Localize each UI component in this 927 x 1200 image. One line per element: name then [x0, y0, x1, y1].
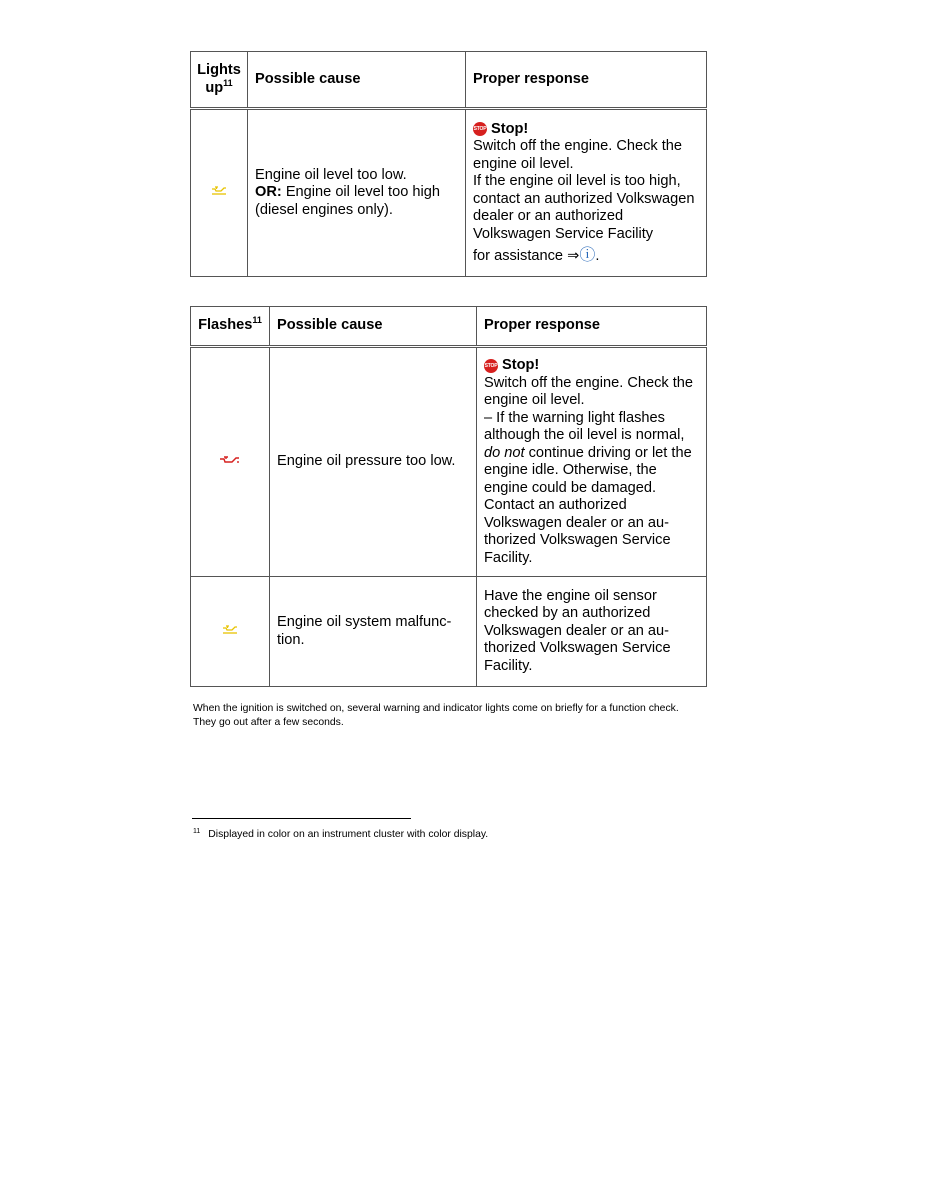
- proper-response-cell: Have the engine oil sensor checked by an authorized Volkswagen dealer or an authorized Volkswagen Service Facility.: [477, 577, 707, 687]
- stop-icon: STOP: [484, 359, 498, 373]
- header-flashes: Flashes$^{11}$: [191, 307, 270, 347]
- icon-cell: [191, 577, 270, 687]
- cause-text-2: Engine oil level too high (diesel engines only).: [255, 184, 440, 218]
- response-text-2: If the engine oil level is too high, contact an authorized Volkswagen dealer or an authorized Volkswagen Service Facility: [473, 173, 695, 242]
- footnote-number: 11: [193, 827, 201, 835]
- possible-cause-cell: Engine oil system malfunction.: [270, 577, 477, 687]
- oil-level-icon: [221, 623, 239, 635]
- proper-response-cell: [466, 109, 707, 277]
- icon-cell: [191, 347, 270, 577]
- possible-cause-cell: [248, 109, 466, 277]
- footnote-text: Displayed in color on an instrument cluster with color display.: [208, 829, 489, 840]
- header-proper-response: Proper response: [477, 307, 707, 347]
- header-possible-cause: Possible cause: [248, 52, 466, 109]
- ignition-note: When the ignition is switched on, several warning and indicator lights come on briefly for a function check. They go out after a few seconds.: [193, 703, 679, 728]
- footnote-divider: [192, 818, 411, 819]
- response-text: Switch off the engine. Check the engine oil level.: [473, 138, 683, 172]
- stop-heading: STOP Stop!: [473, 120, 529, 137]
- table-row: [191, 109, 707, 277]
- header-possible-cause: Possible cause: [270, 307, 477, 347]
- oil-pressure-icon: [219, 455, 241, 465]
- header-lights-up: Lights $up^{11}$: [191, 52, 248, 109]
- possible-cause-cell: Engine oil pressure too low.: [270, 347, 477, 577]
- response-tail: for assistance ⇒ⓘ.: [473, 247, 600, 264]
- response-text-2: – If the warning light flashes although the oil level is normal, do not continue driving or let the engine idle. Otherwise, the engine could be damaged. Contact an authorized Volkswagen dealer or an authorized Volkswagen Service Facility.: [484, 409, 692, 566]
- footnote: [193, 828, 488, 841]
- table-header-row: [191, 307, 707, 347]
- caution-icon[interactable]: ⓘ: [579, 247, 596, 264]
- table-row: [191, 577, 707, 687]
- icon-cell: [191, 109, 248, 277]
- header-proper-response: Proper response: [466, 52, 707, 109]
- lights-up-table: [190, 51, 707, 277]
- stop-heading: STOP Stop!: [484, 357, 540, 373]
- table-row: [191, 347, 707, 577]
- proper-response-cell: [477, 347, 707, 577]
- stop-icon: STOP: [473, 122, 487, 136]
- response-text: Switch off the engine. Check the engine oil level.: [484, 374, 694, 408]
- cause-text: Engine oil level too low.: [255, 166, 407, 183]
- flashes-table: [190, 306, 707, 687]
- cause-or-label: OR:: [255, 184, 282, 201]
- table-header-row: [191, 52, 707, 109]
- oil-level-icon: [210, 184, 228, 196]
